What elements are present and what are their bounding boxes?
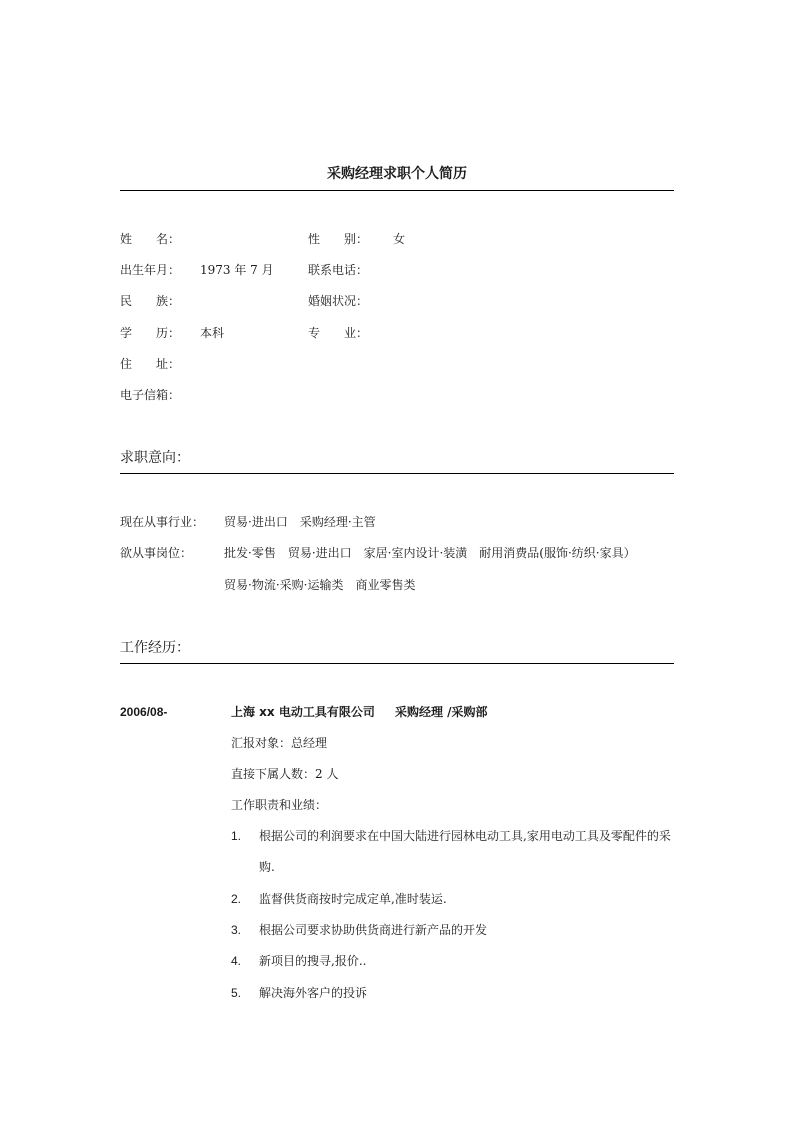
- desired-position-line1: 批发·零售 贸易·进出口 家居·室内设计·装潢 耐用消费品(服饰·纺织·家具）: [224, 546, 636, 560]
- duty-text-continuation: 购.: [259, 860, 275, 874]
- work-experience-heading: 工作经历：: [120, 640, 190, 656]
- current-industry-value: 贸易·进出口 采购经理·主管: [224, 515, 376, 529]
- duty-number: 4.: [231, 954, 242, 968]
- address-label: 住 址：: [120, 357, 181, 371]
- job-intent-divider: [120, 473, 674, 474]
- duty-text: 新项目的搜寻,报价..: [259, 954, 367, 968]
- duty-number: 1.: [231, 829, 242, 843]
- birth-label: 出生年月：: [120, 263, 181, 277]
- email-label: 电子信箱：: [120, 388, 181, 402]
- work-duties-label: 工作职责和业绩：: [231, 798, 328, 812]
- desired-position-label: 欲从事岗位：: [120, 546, 193, 560]
- desired-position-line2: 贸易·物流·采购·运输类 商业零售类: [224, 578, 416, 592]
- gender-label: 性 别：: [308, 232, 369, 246]
- duty-text: 监督供货商按时完成定单,准时装运.: [259, 892, 447, 906]
- work-report-to: 汇报对象：总经理: [231, 736, 328, 750]
- duty-number: 2.: [231, 892, 242, 906]
- education-value: 本科: [200, 326, 225, 340]
- education-label: 学 历：: [120, 326, 181, 340]
- ethnicity-label: 民 族：: [120, 294, 181, 308]
- name-label: 姓 名：: [120, 232, 181, 246]
- work-experience-divider: [120, 663, 674, 664]
- duty-text: 根据公司的利润要求在中国大陆进行园林电动工具,家用电动工具及零配件的采: [259, 829, 671, 843]
- major-label: 专 业：: [308, 326, 369, 340]
- work-company: 上海 xx 电动工具有限公司: [231, 705, 375, 719]
- job-intent-heading: 求职意向：: [120, 450, 190, 466]
- duty-number: 5.: [231, 986, 242, 1000]
- birth-value: 1973 年 7 月: [200, 263, 274, 277]
- page-title: 采购经理求职个人简历: [327, 166, 467, 182]
- phone-label: 联系电话：: [308, 263, 369, 277]
- current-industry-label: 现在从事行业：: [120, 515, 205, 529]
- work-subordinates: 直接下属人数：2 人: [231, 767, 339, 781]
- work-date: 2006/08-: [120, 705, 168, 719]
- work-position: 采购经理 /采购部: [395, 705, 488, 719]
- duty-text: 根据公司要求协助供货商进行新产品的开发: [259, 923, 488, 937]
- marital-label: 婚姻状况：: [308, 294, 369, 308]
- gender-value: 女: [393, 232, 406, 246]
- duty-number: 3.: [231, 923, 242, 937]
- duty-text: 解决海外客户的投诉: [259, 986, 368, 1000]
- title-divider: [120, 190, 674, 191]
